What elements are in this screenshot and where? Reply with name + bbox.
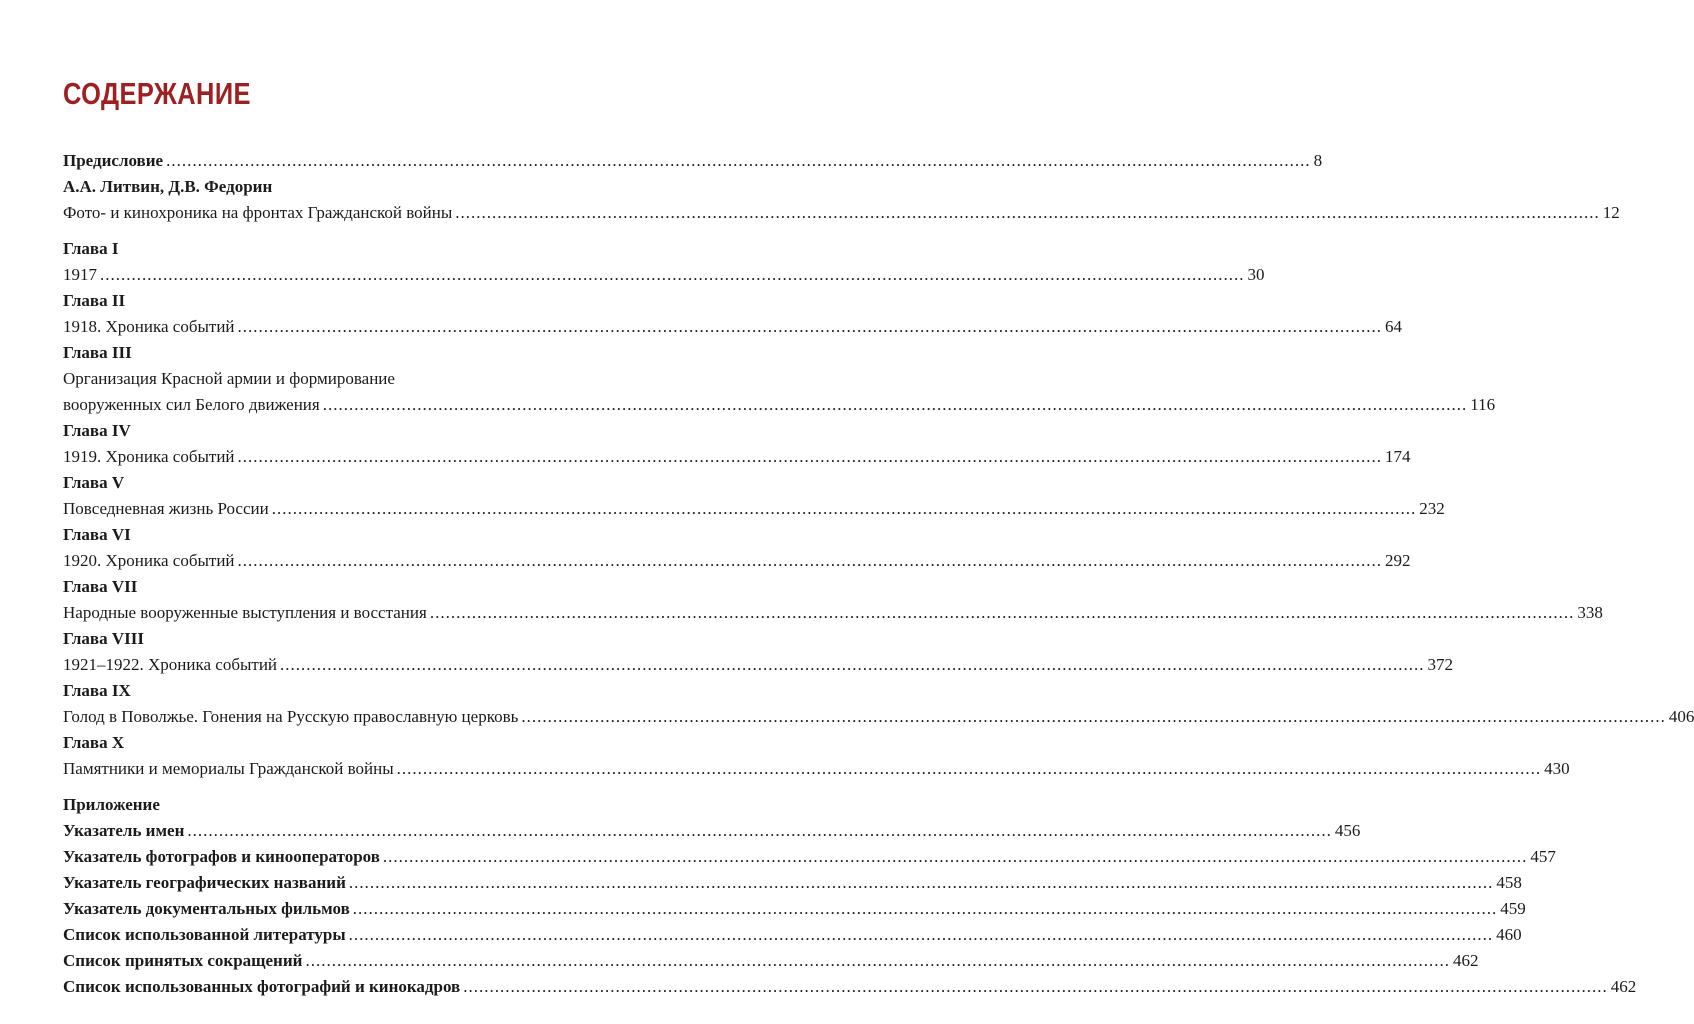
page-number: 292 <box>1385 551 1411 570</box>
dot-leader: .......................................................................................................................................................................................................................... <box>352 899 1498 918</box>
chapter-label: Глава II <box>63 291 126 310</box>
chapter-label: Глава VIII <box>63 629 144 648</box>
dot-leader: .......................................................................................................................................................................................................................... <box>305 951 1450 970</box>
chapters-list <box>63 236 1694 782</box>
chapter-heading <box>63 730 665 756</box>
dot-leader: .......................................................................................................................................................................................................................... <box>521 707 1666 726</box>
toc-entry-chapter[interactable] <box>63 496 1445 522</box>
entry-label: Народные вооруженные выступления и восстания <box>63 603 427 622</box>
page-number: 12 <box>1602 203 1620 222</box>
page-title: СОДЕРЖАНИЕ <box>63 76 251 111</box>
page-number: 338 <box>1577 603 1603 622</box>
page-number: 430 <box>1544 759 1570 778</box>
toc-entry-chapter[interactable] <box>63 548 1411 574</box>
entry-label: 1920. Хроника событий <box>63 551 235 570</box>
dot-leader: .......................................................................................................................................................................................................................... <box>382 847 1528 866</box>
toc-entry-chapter[interactable] <box>63 704 1694 730</box>
table-of-contents <box>63 148 1694 1000</box>
toc-entry-chapter[interactable] <box>63 314 1403 340</box>
chapter-heading <box>63 340 665 366</box>
dot-leader: .......................................................................................................................................................................................................................... <box>429 603 1575 622</box>
chapter-label: Глава IV <box>63 421 131 440</box>
chapter-label: Глава III <box>63 343 132 362</box>
entry-label: Памятники и мемориалы Гражданской войны <box>63 759 394 778</box>
appendix-label: Приложение <box>63 795 160 814</box>
toc-entry-chapter[interactable] <box>63 392 1496 418</box>
dot-leader: .......................................................................................................................................................................................................................... <box>166 151 1311 170</box>
entry-label: вооруженных сил Белого движения <box>63 395 320 414</box>
dot-leader: .......................................................................................................................................................................................................................... <box>237 317 1383 336</box>
toc-entry-appendix[interactable] <box>63 948 1479 974</box>
entry-label: Указатель имен <box>63 821 185 840</box>
page-number: 460 <box>1496 925 1522 944</box>
page-number: 462 <box>1452 951 1479 970</box>
page-number: 406 <box>1668 707 1694 726</box>
entry-label: Повседневная жизнь России <box>63 499 269 518</box>
page-number: 457 <box>1530 847 1556 866</box>
chapter-heading <box>63 288 665 314</box>
toc-entry-appendix[interactable] <box>63 922 1522 948</box>
page-number: 8 <box>1313 151 1323 170</box>
page-number: 30 <box>1247 265 1265 284</box>
dot-leader: .......................................................................................................................................................................................................................... <box>271 499 1417 518</box>
entry-label: 1917 <box>63 265 97 284</box>
entry-label: Список использованной литературы <box>63 925 346 944</box>
entry-label: Список принятых сокращений <box>63 951 303 970</box>
dot-leader: .......................................................................................................................................................................................................................... <box>455 203 1600 222</box>
entry-label: Указатель документальных фильмов <box>63 899 350 918</box>
dot-leader: .......................................................................................................................................................................................................................... <box>237 551 1383 570</box>
toc-entry-chapter[interactable] <box>63 652 1454 678</box>
chapter-label: Глава I <box>63 239 119 258</box>
chapter-heading <box>63 626 665 652</box>
toc-entry-chapter[interactable] <box>63 600 1603 626</box>
entry-label: 1918. Хроника событий <box>63 317 235 336</box>
dot-leader: .......................................................................................................................................................................................................................... <box>396 759 1542 778</box>
page-number: 459 <box>1500 899 1526 918</box>
chapter-label: Глава VII <box>63 577 138 596</box>
entry-label: Предисловие <box>63 151 164 170</box>
page-number: 462 <box>1610 977 1637 996</box>
toc-entry-appendix[interactable] <box>63 974 1637 1000</box>
chapter-heading <box>63 678 665 704</box>
dot-leader: .......................................................................................................................................................................................................................... <box>187 821 1332 840</box>
section-gap <box>63 226 665 236</box>
appendix-heading <box>63 792 665 818</box>
toc-entry-appendix[interactable] <box>63 844 1556 870</box>
dot-leader: .......................................................................................................................................................................................................................... <box>322 395 1468 414</box>
entry-label: Список использованных фотографий и кинокадров <box>63 977 461 996</box>
chapter-heading <box>63 418 665 444</box>
dot-leader: .......................................................................................................................................................................................................................... <box>100 265 1245 284</box>
toc-entry-appendix[interactable] <box>63 896 1526 922</box>
page-number: 232 <box>1419 499 1445 518</box>
page-number: 174 <box>1385 447 1411 466</box>
authors-line <box>63 174 665 200</box>
toc-entry-chapter[interactable] <box>63 262 1265 288</box>
chapter-label: Глава V <box>63 473 125 492</box>
toc-entry-appendix[interactable] <box>63 870 1522 896</box>
toc-entry-chapter[interactable] <box>63 444 1411 470</box>
section-gap <box>63 782 665 792</box>
dot-leader: .......................................................................................................................................................................................................................... <box>237 447 1383 466</box>
dot-leader: .......................................................................................................................................................................................................................... <box>463 977 1608 996</box>
entry-label: Фото- и кинохроника на фронтах Гражданской войны <box>63 203 453 222</box>
dot-leader: .......................................................................................................................................................................................................................... <box>348 925 1494 944</box>
page-number: 456 <box>1334 821 1361 840</box>
entry-label: 1919. Хроника событий <box>63 447 235 466</box>
chapter-label: Глава IX <box>63 681 131 700</box>
authors: А.А. Литвин, Д.В. Федорин <box>63 177 273 196</box>
page-number: 372 <box>1427 655 1454 674</box>
toc-entry-chapter[interactable] <box>63 756 1570 782</box>
chapter-heading <box>63 522 665 548</box>
page-number: 458 <box>1496 873 1522 892</box>
chapter-label: Глава VI <box>63 525 131 544</box>
dot-leader: .......................................................................................................................................................................................................................... <box>348 873 1494 892</box>
entry-label: 1921–1922. Хроника событий <box>63 655 278 674</box>
entry-label: Организация Красной армии и формирование <box>63 369 395 388</box>
chapter-label: Глава X <box>63 733 125 752</box>
chapter-heading <box>63 470 665 496</box>
toc-entry-appendix[interactable] <box>63 818 1361 844</box>
chapter-heading <box>63 574 665 600</box>
page-number: 116 <box>1470 395 1496 414</box>
toc-entry-essay[interactable] <box>63 200 1620 226</box>
page-number: 64 <box>1385 317 1403 336</box>
chapter-heading <box>63 236 665 262</box>
toc-entry-preface[interactable] <box>63 148 1323 174</box>
entry-label: Голод в Поволжье. Гонения на Русскую православную церковь <box>63 707 519 726</box>
appendix-list <box>63 792 1637 1000</box>
entry-label: Указатель фотографов и кинооператоров <box>63 847 380 866</box>
entry-label: Указатель географических названий <box>63 873 346 892</box>
dot-leader: .......................................................................................................................................................................................................................... <box>280 655 1425 674</box>
toc-entry-chapter-line1[interactable] <box>63 366 665 392</box>
